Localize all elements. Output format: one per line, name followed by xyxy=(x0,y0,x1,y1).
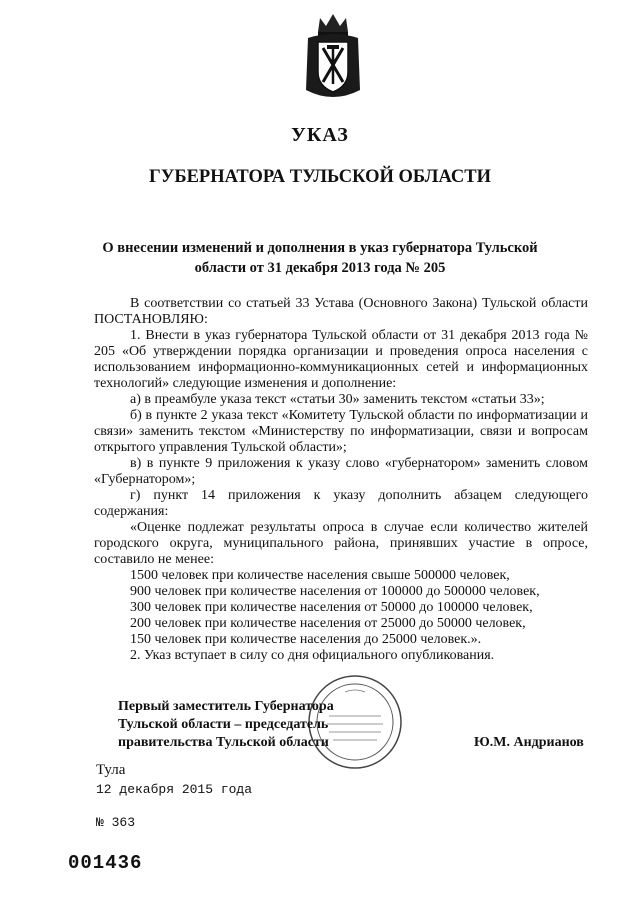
list-item: 150 человек при количестве населения до 25000 человек.». xyxy=(130,632,482,647)
body-paragraph: в) в пункте 9 приложения к указу слово «губернатором» заменить словом «Губернатором»; xyxy=(94,456,588,487)
body-paragraph: 2. Указ вступает в силу со дня официального опубликования. xyxy=(130,648,495,663)
position-line: правительства Тульской области xyxy=(118,735,329,750)
issue-date: 12 декабря 2015 года xyxy=(96,782,253,797)
issue-city: Тула xyxy=(96,762,126,778)
list-item: 1500 человек при количестве населения свыше 500000 человек, xyxy=(130,568,510,583)
subject-line: О внесении изменений и дополнения в указ губернатора Тульской xyxy=(102,240,538,256)
body-paragraph: В соответствии со статьей 33 Устава (Основного Закона) Тульской области ПОСТАНОВЛЯЮ: xyxy=(94,296,588,327)
document-title: УКАЗ xyxy=(291,124,349,146)
list-item: 200 человек при количестве населения от 25000 до 50000 человек, xyxy=(130,616,526,631)
signatory-position xyxy=(118,698,334,752)
position-line: Тульской области – председатель xyxy=(118,717,329,732)
body-paragraph: а) в преамбуле указа текст «статьи 30» заменить текстом «статьи 33»; xyxy=(130,392,545,407)
subject-line: области от 31 декабря 2013 года № 205 xyxy=(194,260,446,276)
decree-number: № 363 xyxy=(96,815,136,830)
body-paragraph: г) пункт 14 приложения к указу дополнить абзацем следующего содержания: xyxy=(94,488,588,519)
document-subject xyxy=(90,238,550,278)
body-paragraph: 1. Внести в указ губернатора Тульской области от 31 декабря 2013 года № 205 «Об утверждении порядка организации и проведения опроса населения с использованием информационно-коммуникационных сетей и информационных технологий» следующие изменения и дополнение: xyxy=(94,328,588,391)
serial-number: 001436 xyxy=(68,852,143,874)
body-paragraph: «Оценке подлежат результаты опроса в случае если количество жителей городского округа, муниципального района, принявших участие в опросе, составило не менее: xyxy=(94,520,588,567)
body-paragraph: б) в пункте 2 указа текст «Комитету Тульской области по информатизации и связи» заменить текстом «Министерству по информатизации, связи и вопросам открытого управления Тульской области»; xyxy=(94,408,588,455)
document-body xyxy=(94,296,588,664)
coat-of-arms-icon xyxy=(302,12,364,104)
signatory-name: Ю.М. Андрианов xyxy=(474,735,584,750)
document-issuer: ГУБЕРНАТОРА ТУЛЬСКОЙ ОБЛАСТИ xyxy=(149,167,491,187)
list-item: 300 человек при количестве населения от 50000 до 100000 человек, xyxy=(130,600,533,615)
position-line: Первый заместитель Губернатора xyxy=(118,699,334,714)
list-item: 900 человек при количестве населения от 100000 до 500000 человек, xyxy=(130,584,540,599)
